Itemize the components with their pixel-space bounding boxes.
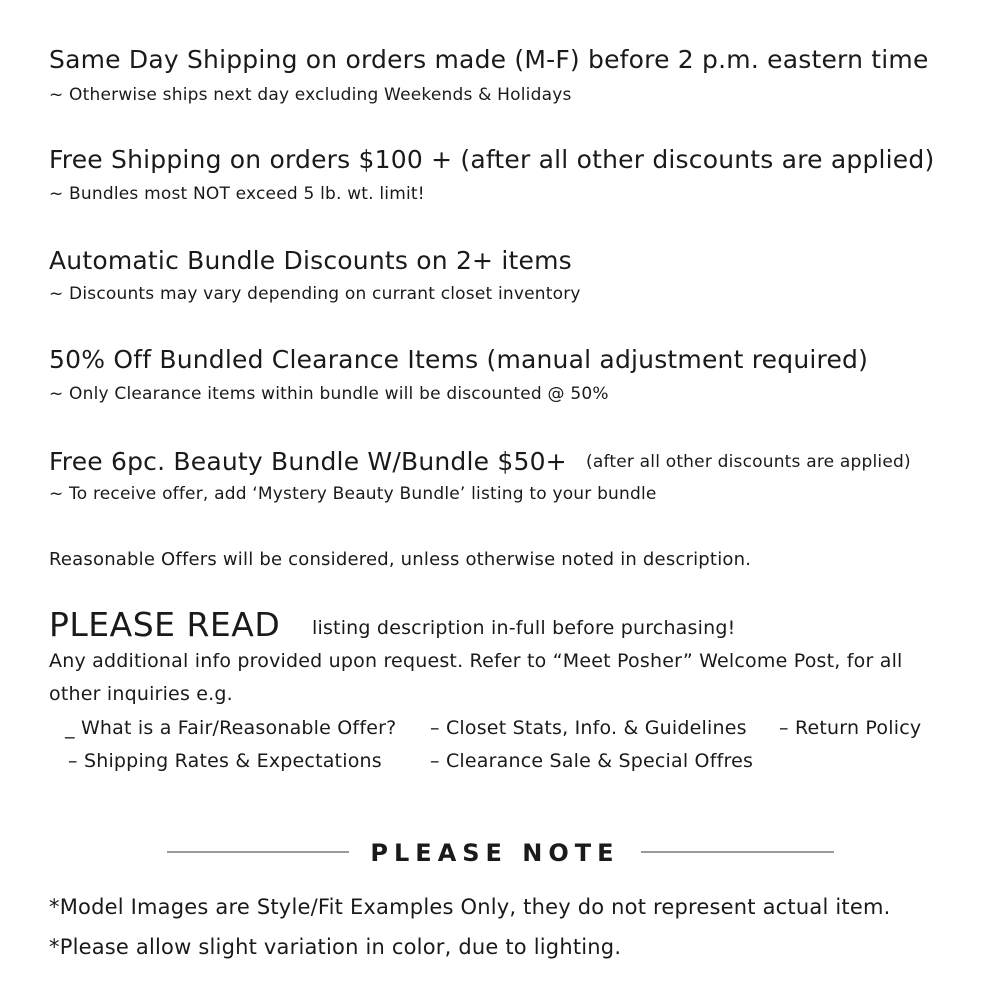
please-read-line-1: Any additional info provided upon request. Refer to “Meet Posher” Welcome Post, for all <box>49 650 903 672</box>
divider-left <box>167 851 349 853</box>
topic-return-policy: – Return Policy <box>779 717 922 739</box>
please-read-aside: listing description in-full before purchasing! <box>312 617 736 639</box>
please-read-title: PLEASE READ <box>49 605 281 644</box>
policy-heading-aside-beauty-bundle: (after all other discounts are applied) <box>586 452 911 472</box>
topic-clearance-sale: – Clearance Sale & Special Offres <box>430 750 754 772</box>
please-note-title: PLEASE NOTE <box>370 839 620 867</box>
policy-heading-free-shipping: Free Shipping on orders $100 + (after all other discounts are applied) <box>49 145 935 174</box>
topic-shipping-rates: – Shipping Rates & Expectations <box>68 750 382 772</box>
policy-heading-same-day-shipping: Same Day Shipping on orders made (M-F) before 2 p.m. eastern time <box>49 45 929 74</box>
policy-heading-bundle-discounts: Automatic Bundle Discounts on 2+ items <box>49 246 572 275</box>
policy-subtext-free-shipping: ~ Bundles most NOT exceed 5 lb. wt. limit! <box>49 184 425 204</box>
policy-heading-beauty-bundle: Free 6pc. Beauty Bundle W/Bundle $50+ <box>49 447 567 476</box>
divider-right <box>641 851 834 853</box>
offers-line: Reasonable Offers will be considered, unless otherwise noted in description. <box>49 549 752 570</box>
policy-subtext-same-day-shipping: ~ Otherwise ships next day excluding Weekends & Holidays <box>49 85 572 105</box>
topic-fair-offer: _ What is a Fair/Reasonable Offer? <box>65 717 397 739</box>
note-color-variation: *Please allow slight variation in color, due to lighting. <box>49 935 622 959</box>
policy-heading-clearance: 50% Off Bundled Clearance Items (manual adjustment required) <box>49 345 869 374</box>
please-read-line-2: other inquiries e.g. <box>49 683 233 705</box>
topic-closet-stats: – Closet Stats, Info. & Guidelines <box>430 717 747 739</box>
policy-subtext-beauty-bundle: ~ To receive offer, add ‘Mystery Beauty Bundle’ listing to your bundle <box>49 484 657 504</box>
policy-subtext-clearance: ~ Only Clearance items within bundle will be discounted @ 50% <box>49 384 609 404</box>
note-model-images: *Model Images are Style/Fit Examples Only, they do not represent actual item. <box>49 895 891 919</box>
policy-subtext-bundle-discounts: ~ Discounts may vary depending on currant closet inventory <box>49 284 581 304</box>
